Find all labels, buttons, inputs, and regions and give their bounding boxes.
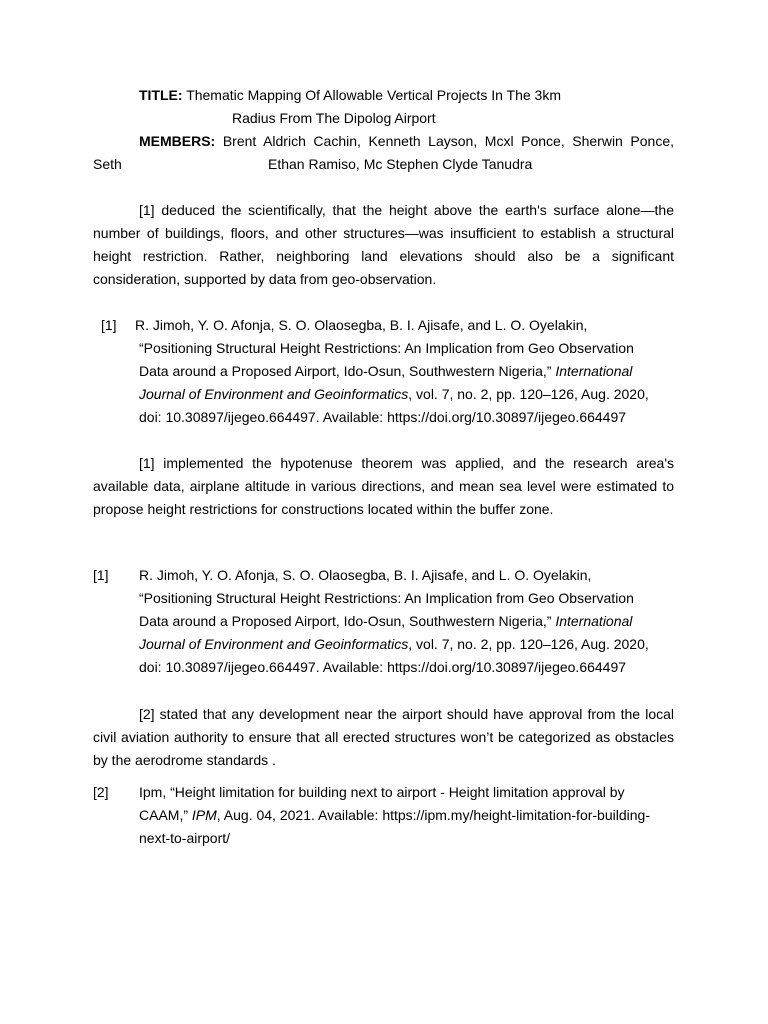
members-line xyxy=(139,130,674,153)
reference-line: Journal of Environment and Geoinformatics, vol. 7, no. 2, pp. 120–126, Aug. 2020, xyxy=(139,636,649,652)
reference-line: CAAM,” IPM, Aug. 04, 2021. Available: https://ipm.my/height-limitation-for-building- xyxy=(139,807,650,823)
reference-line: doi: 10.30897/ijegeo.664497. Available: https://doi.org/10.30897/ijegeo.664497 xyxy=(139,409,627,425)
paragraph-3: [2] stated that any development near the airport should have approval from the local civil aviation authority to ensure that all erected structures won’t be categorized as obstacles by the aerodrome standards . xyxy=(93,706,674,768)
paragraph-1: [1] deduced the scientifically, that the height above the earth's surface alone—the number of buildings, floors, and other structures—was insufficient to establish a structural height restriction. Rather, neighboring land elevations should also be a significant consideration, supported by data from geo-observation. xyxy=(93,202,674,287)
reference-line: “Positioning Structural Height Restrictions: An Implication from Geo Observation xyxy=(139,340,634,356)
reference-body xyxy=(139,781,699,850)
reference-body xyxy=(135,314,699,429)
reference-line: R. Jimoh, Y. O. Afonja, S. O. Olaosegba, B. I. Ajisafe, and L. O. Oyelakin, xyxy=(139,567,592,583)
reference-line: Data around a Proposed Airport, Ido-Osun, Southwestern Nigeria,” International xyxy=(139,363,633,379)
reference-body xyxy=(139,564,699,679)
reference-line: Data around a Proposed Airport, Ido-Osun, Southwestern Nigeria,” International xyxy=(139,613,633,629)
title-line xyxy=(139,84,561,107)
reference-number: [1] xyxy=(93,567,109,583)
title-line-2: Radius From The Dipolog Airport xyxy=(232,110,436,126)
members-label: MEMBERS: xyxy=(139,133,216,149)
reference-line: R. Jimoh, Y. O. Afonja, S. O. Olaosegba, B. I. Ajisafe, and L. O. Oyelakin, xyxy=(135,317,588,333)
reference-line: Ipm, “Height limitation for building next to airport - Height limitation approval by xyxy=(139,784,625,800)
title-text: Thematic Mapping Of Allowable Vertical Projects In The 3km xyxy=(186,87,561,103)
members-line-2-left: Seth xyxy=(93,156,122,172)
reference-number: [1] xyxy=(101,317,117,333)
members-line-2-right: Ethan Ramiso, Mc Stephen Clyde Tanudra xyxy=(268,156,533,172)
members-text: Brent Aldrich Cachin, Kenneth Layson, Mcxl Ponce, Sherwin Ponce, xyxy=(222,133,674,149)
reference-line: Journal of Environment and Geoinformatics, vol. 7, no. 2, pp. 120–126, Aug. 2020, xyxy=(139,386,649,402)
title-label: TITLE: xyxy=(139,87,183,103)
reference-line: next-to-airport/ xyxy=(139,830,231,846)
paragraph-2: [1] implemented the hypotenuse theorem was applied, and the research area's available data, airplane altitude in various directions, and mean sea level were estimated to propose height restrictions for constructions located within the buffer zone. xyxy=(93,455,674,517)
reference-line: “Positioning Structural Height Restrictions: An Implication from Geo Observation xyxy=(139,590,634,606)
reference-number: [2] xyxy=(93,784,109,800)
reference-line: doi: 10.30897/ijegeo.664497. Available: https://doi.org/10.30897/ijegeo.664497 xyxy=(139,659,627,675)
